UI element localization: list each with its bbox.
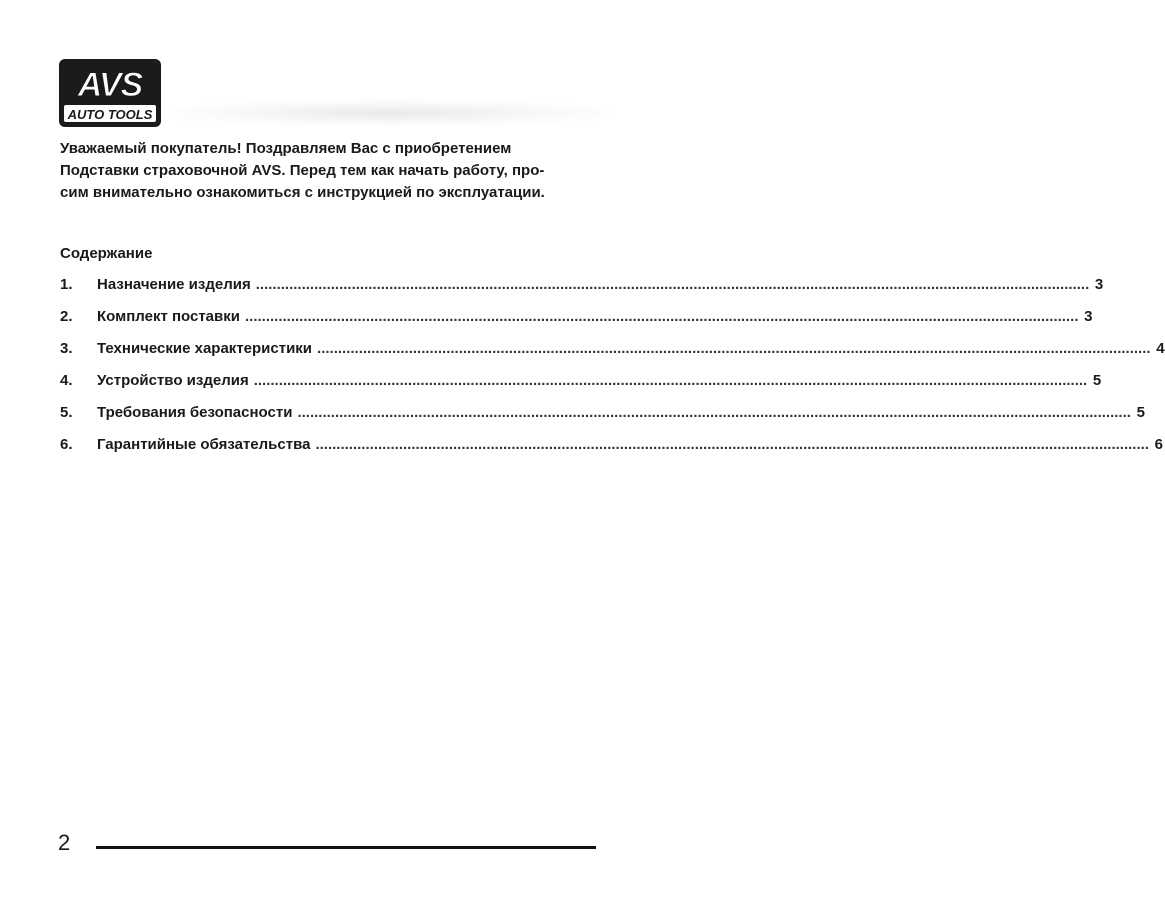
toc-item[interactable]: [60, 308, 1093, 340]
toc-item[interactable]: [60, 404, 1145, 436]
toc-item-page: 4: [1156, 340, 1165, 357]
toc-item-number: 3.: [60, 340, 73, 357]
logo-brand: AVS: [77, 66, 143, 104]
toc-item-number: 4.: [60, 372, 73, 389]
toc-item-number: 1.: [60, 276, 73, 293]
toc-item-label: Технические характеристики: [97, 340, 313, 357]
page-number: 2: [58, 830, 71, 855]
toc-leader-dots: ........................................................................................................................................................................................................: [317, 340, 1151, 357]
toc-item-page: 5: [1092, 372, 1102, 389]
toc-item[interactable]: [60, 372, 1102, 404]
toc-item-label: Требования безопасности: [97, 404, 293, 421]
intro-line: Подставки страховочной AVS. Перед тем как начать работу, про-: [60, 162, 545, 179]
logo-shadow: [170, 100, 610, 126]
toc-item-label: Комплект поставки: [97, 308, 240, 325]
toc-item[interactable]: [60, 436, 1163, 468]
toc-item-label: Гарантийные обязательства: [97, 436, 311, 453]
toc-item-page: 6: [1154, 436, 1163, 453]
toc-item-page: 3: [1094, 276, 1104, 293]
toc-leader-dots: ........................................................................................................................................................................................................: [315, 436, 1149, 453]
footer-rule: [96, 846, 596, 849]
logo-tagline: AUTO TOOLS: [67, 107, 153, 122]
table-of-contents: [60, 276, 1165, 468]
intro-line: сим внимательно ознакомиться с инструкцией по эксплуатации.: [60, 184, 545, 201]
toc-item-number: 5.: [60, 404, 73, 421]
toc-item-number: 6.: [60, 436, 73, 453]
toc-title: Содержание: [60, 245, 153, 262]
toc-leader-dots: ........................................................................................................................................................................................................: [244, 308, 1079, 325]
toc-item-page: 3: [1084, 308, 1093, 325]
toc-item-page: 5: [1136, 404, 1145, 421]
toc-leader-dots: ........................................................................................................................................................................................................: [297, 404, 1131, 421]
toc-item[interactable]: [60, 340, 1165, 372]
toc-item-number: 2.: [60, 308, 73, 325]
avs-logo: [58, 58, 162, 128]
toc-item-label: Устройство изделия: [97, 372, 249, 389]
toc-leader-dots: ........................................................................................................................................................................................................: [253, 372, 1088, 389]
toc-item-label: Назначение изделия: [97, 276, 251, 293]
toc-leader-dots: ........................................................................................................................................................................................................: [255, 276, 1090, 293]
intro-paragraph: [60, 138, 600, 204]
toc-item[interactable]: [60, 276, 1104, 308]
intro-line: Уважаемый покупатель! Поздравляем Вас с приобретением: [60, 140, 512, 157]
